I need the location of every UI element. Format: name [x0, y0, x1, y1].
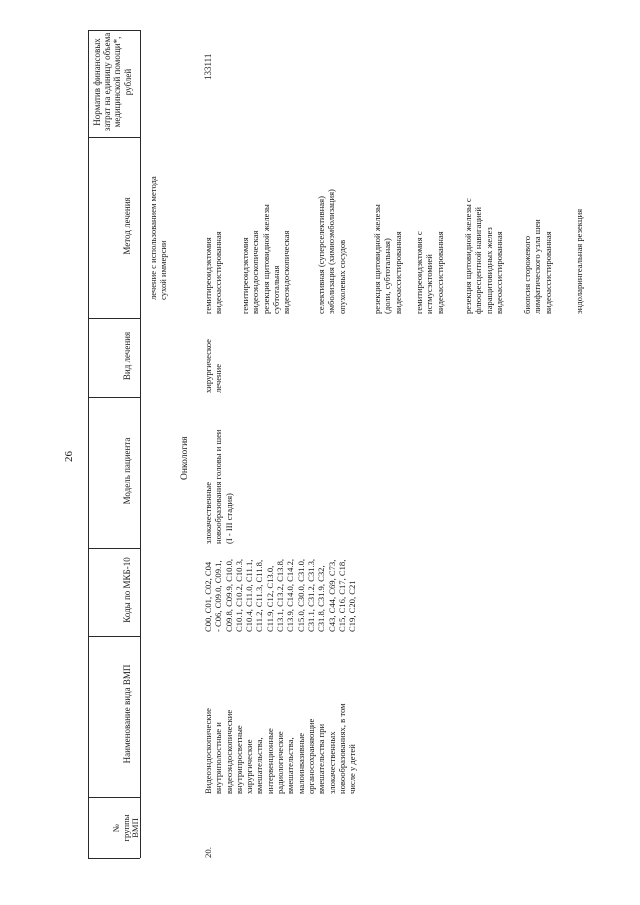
row-codes: [203, 559, 357, 632]
row-norm-value: 133111: [203, 53, 213, 80]
row-method-2-line: резекция щитовидной железы: [260, 204, 271, 314]
row-codes-line: C13.9, C14.0, C14.2,: [285, 558, 296, 632]
row-method-2-line: видеоэндоскопическая: [281, 230, 292, 314]
header-codes: Коды по МКБ-10: [122, 557, 132, 623]
row-codes-line: C15.0, C30.0, C31.0,: [295, 558, 306, 632]
row-method-4-line: (доли, субтотальная): [382, 238, 393, 314]
row-method-6-line: видеоассистированная: [493, 231, 504, 314]
row-name-line: Видеоэндоскопические: [203, 708, 213, 794]
row-name-line: радиологические: [275, 731, 286, 794]
row-method-4-line: резекция щитовидной железы: [372, 204, 382, 314]
row-codes-line: C15, C16, C17, C18,: [336, 559, 347, 632]
row-name-line: видеоэндоскопические: [223, 709, 234, 794]
row-method-6-line: резекция щитовидной железы с: [463, 198, 473, 314]
row-name-line: малоинвазивные: [295, 732, 306, 794]
row-name-line: органосохраняющие: [305, 718, 316, 794]
row-codes-line: C43, C44, C69, C73,: [326, 559, 337, 632]
row-codes-line: C11.9, C12, C13.0,: [264, 565, 275, 632]
row-codes-line: C10.4, C11.0, C11.1,: [244, 559, 255, 632]
row-name-line: числе у детей: [347, 744, 358, 794]
row-name-line: интервенционные: [264, 728, 275, 794]
table-bottom-border: [88, 858, 140, 859]
row-name-line: внутрипросветные: [233, 725, 244, 794]
row-method-6-line: паращитовидных желез: [483, 227, 494, 314]
row-method-7-line: лимфатического узла шеи: [532, 219, 543, 314]
row-group-number: 20.: [203, 847, 213, 858]
row-codes-line: - C06, C09.0, C09.1,: [213, 560, 224, 632]
row-name: [203, 703, 357, 794]
row-method-5-line: истмусэктомией: [424, 254, 435, 314]
row-name-line: новообразованиях, в том: [336, 703, 347, 794]
row-type: [203, 339, 224, 393]
header-type: Вид лечения: [122, 331, 132, 381]
row-name-line: внутриполостные и: [213, 722, 224, 794]
row-method-1-line: гемитиреоидэктомия: [203, 237, 213, 314]
row-method-6: [463, 198, 504, 314]
row-method-2-line: субтотальная: [270, 265, 281, 314]
header-bottom-line: [140, 30, 141, 858]
header-col-separator: [88, 797, 140, 798]
row-method-5: [414, 231, 445, 314]
row-codes-line: C31.8, C31.9, C32,: [316, 565, 327, 632]
row-model-line: злокачественные: [203, 481, 213, 544]
row-codes-line: C13.1, C13.2, C13.8,: [275, 558, 286, 632]
row-method-7-line: видеоассистированная: [542, 231, 553, 314]
header-norm: Норматив финансовых затрат на единицу объема медицинской помощи*, рублей: [92, 32, 133, 132]
carry-over-text-line: лечение с использованием метода: [148, 176, 158, 300]
row-type-line: хирургическое: [203, 339, 213, 393]
header-group: [112, 799, 141, 857]
row-method-3-line: селективная (суперселективная): [316, 196, 326, 314]
row-codes-line: C09.8, C09.9, C10.0,: [223, 558, 234, 632]
carry-over-text-line: сухой иммерсии: [158, 240, 169, 300]
header-group-line: №: [111, 823, 121, 833]
row-method-3: [316, 189, 347, 314]
row-method-5-line: видеоассистированная: [434, 231, 445, 314]
header-group-line: ВМП: [130, 818, 140, 838]
row-codes-line: C11.2, C11.3, C11.8,: [254, 559, 265, 632]
row-method-1: [203, 231, 224, 314]
header-name: Наименование вида ВМП: [122, 664, 132, 764]
row-codes-line: C31.1, C31.2, C31.3,: [305, 558, 316, 632]
row-method-7-line: биопсия сторожевого: [522, 235, 532, 314]
section-title: Онкология: [180, 436, 190, 480]
page-number: 26: [63, 451, 75, 462]
row-model-line: (I - III стадия): [223, 493, 234, 544]
table-left-border: [88, 30, 89, 858]
row-codes-line: C00, C01, C02, C04: [203, 561, 213, 632]
row-method-2-line: гемитиреоидэктомия: [240, 237, 250, 314]
carry-over-text: [148, 176, 169, 300]
row-method-4: [372, 204, 403, 314]
row-codes-line: C10.1, C10.2, C10.3,: [233, 558, 244, 632]
row-method-5-line: гемитиреоидэктомия с: [414, 231, 424, 314]
header-method: Метод лечения: [122, 197, 132, 255]
row-method-8: [574, 209, 584, 314]
row-method-8-line: эндоларингеальная резекция: [574, 208, 584, 314]
row-method-6-line: флюоресцентной навигацией: [473, 207, 484, 314]
row-method-2-line: видеоэндоскопическая: [250, 230, 261, 314]
row-model-line: новообразования головы и шеи: [213, 429, 224, 544]
row-codes-line: C19, C20, C21: [347, 580, 358, 632]
row-method-2: [240, 204, 291, 314]
row-model: [203, 429, 234, 544]
row-method-3-line: опухолевых сосудов: [336, 239, 347, 314]
row-method-7: [522, 219, 553, 314]
row-name-line: хирургические: [244, 739, 255, 794]
row-method-4-line: видеоассистированная: [392, 231, 403, 314]
row-name-line: вмешательства,: [285, 737, 296, 794]
row-name-line: вмешательства при: [316, 723, 327, 794]
row-type-line: лечение: [213, 363, 224, 393]
row-method-3-line: эмболизация (химиоэмболизация): [326, 189, 337, 314]
header-group-line: группы: [120, 814, 131, 842]
row-name-line: злокачественных: [326, 731, 337, 794]
header-model: Модель пациента: [122, 437, 132, 505]
row-name-line: вмешательства,: [254, 737, 265, 794]
row-method-1-line: видеоассистированная: [213, 231, 224, 314]
